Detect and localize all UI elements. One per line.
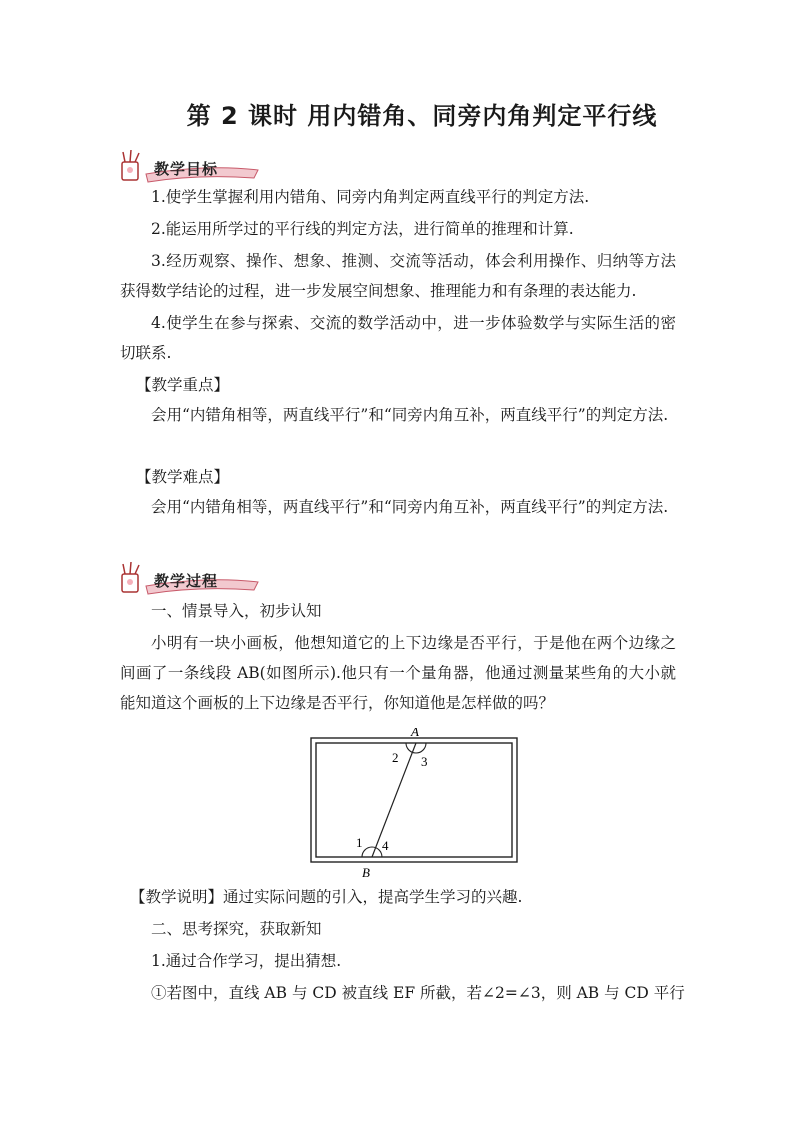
drawing-board-figure — [310, 728, 522, 884]
section-badge-label: 教学过程 — [154, 572, 219, 590]
label-B: B — [362, 865, 370, 880]
section-badge-goals — [118, 150, 278, 186]
angle-2-label: 2 — [392, 750, 399, 765]
goal-3: 3.经历观察、操作、想象、推测、交流等活动，体会利用操作、归纳等方法获得数学结论的过程，进一步发展空间想象、推理能力和有条理的表达能力. — [120, 252, 676, 300]
key-point-heading: 【教学重点】 — [136, 376, 230, 394]
angle-1-label: 1 — [356, 835, 363, 850]
part1-text: 小明有一块小画板，他想知道它的上下边缘是否平行，于是他在两个边缘之间画了一条线段 AB(如图所示).他只有一个量角器，他通过测量某些角的大小就能知道这个画板的上下边缘是否平行，你知道他是怎样做的吗？ — [120, 634, 676, 712]
section-badge-process — [118, 562, 278, 598]
step-1: 1.通过合作学习，提出猜想. — [151, 952, 342, 970]
label-A: A — [411, 728, 419, 739]
goal-4: 4.使学生在参与探索、交流的数学活动中，进一步体验数学与实际生活的密切联系. — [120, 314, 676, 362]
board-diagram — [310, 728, 522, 880]
goal-1: 1.使学生掌握利用内错角、同旁内角判定两直线平行的判定方法. — [151, 188, 590, 206]
part2-heading: 二、思考探究，获取新知 — [151, 920, 322, 938]
question-1: ①若图中，直线 AB 与 CD 被直线 EF 所截，若∠2=∠3，则 AB 与 CD 平行 — [151, 984, 685, 1002]
angle-3-label: 3 — [421, 754, 428, 769]
difficulty-heading: 【教学难点】 — [136, 468, 230, 486]
difficulty-text: 会用“内错角相等，两直线平行”和“同旁内角互补，两直线平行”的判定方法. — [151, 498, 669, 516]
page-title: 第 2 课时 用内错角、同旁内角判定平行线 — [186, 102, 658, 130]
key-point-text: 会用“内错角相等，两直线平行”和“同旁内角互补，两直线平行”的判定方法. — [151, 406, 669, 424]
goal-2: 2.能运用所学过的平行线的判定方法，进行简单的推理和计算. — [151, 220, 574, 238]
angle-4-label: 4 — [382, 838, 389, 853]
part1-heading: 一、情景导入，初步认知 — [151, 602, 322, 620]
teaching-note: 【教学说明】通过实际问题的引入，提高学生学习的兴趣. — [130, 888, 523, 906]
section-badge-label: 教学目标 — [154, 160, 219, 178]
